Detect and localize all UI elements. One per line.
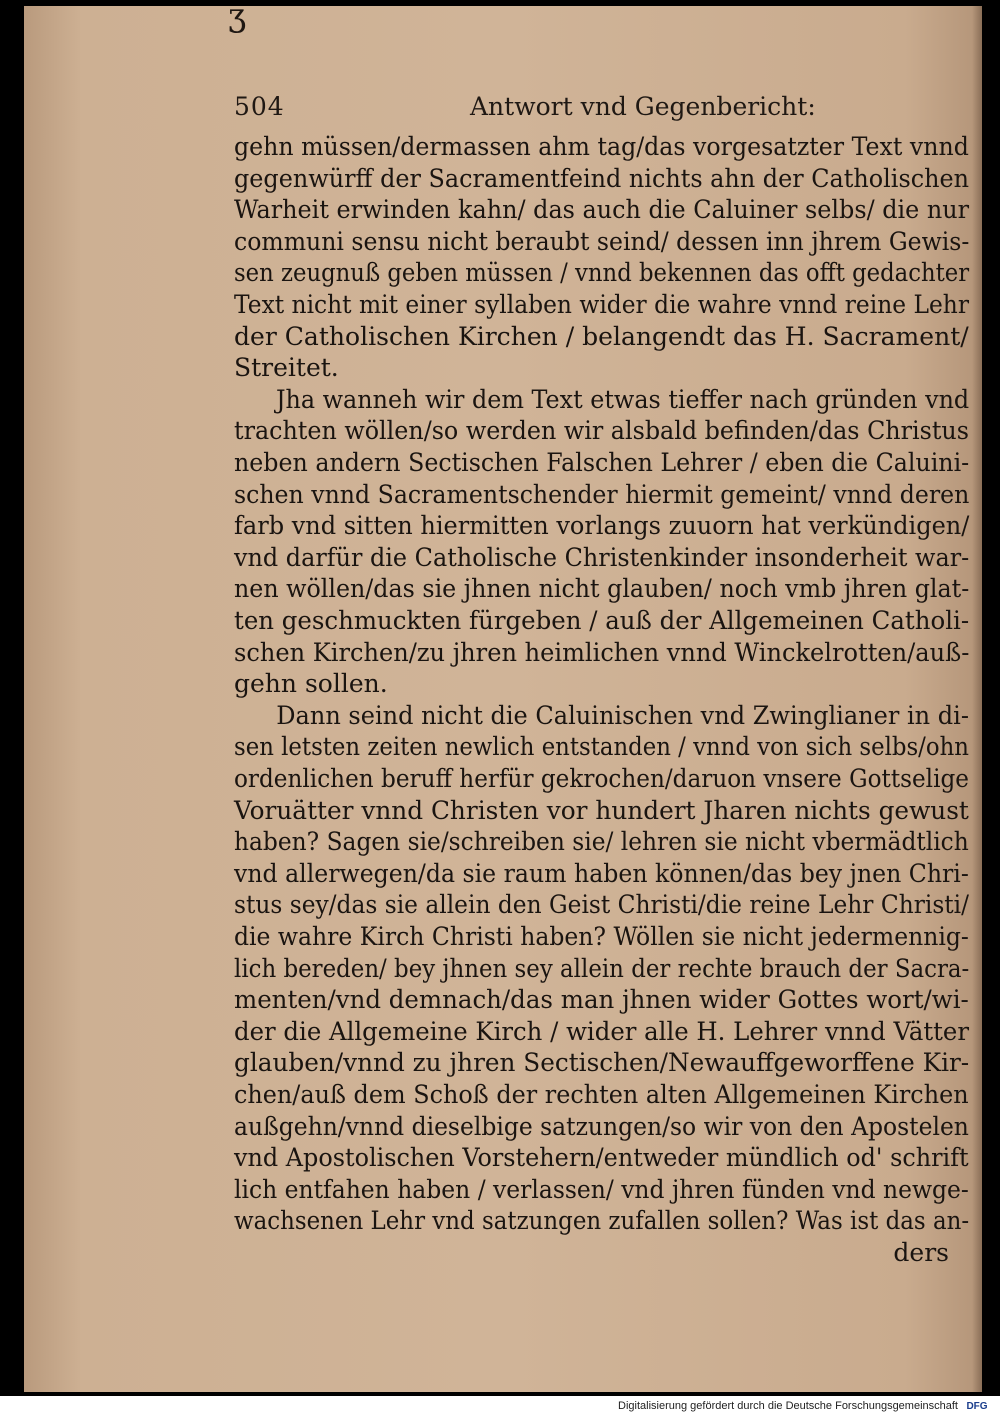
text-line: Dann seind nicht die Caluinischen vnd Zwinglianer in di- (276, 700, 969, 730)
ink-mark: ʒ (228, 0, 247, 34)
text-line: farb vnd sitten hiermitten vorlangs zuuorn hat verkündigen/ (234, 511, 970, 541)
text-line: vnd darfür die Catholische Christenkinder insonderheit war- (234, 542, 970, 572)
text-line: haben? Sagen sie/schreiben sie/ lehren sie nicht vbermädtlich (234, 827, 969, 857)
text-line: Voruätter vnnd Christen vor hundert Jharen nichts gewust (234, 795, 969, 825)
text-line: schen Kirchen/zu jhren heimlichen vnnd Winckelrotten/auß- (234, 637, 970, 667)
text-line: außgehn/vnnd dieselbige satzungen/so wir von den Apostelen (234, 1111, 969, 1141)
funding-credit: Digitalisierung gefördert durch die Deutsche Forschungsgemeinschaft (618, 1400, 958, 1412)
text-line: Warheit erwinden kahn/ das auch die Caluiner selbs/ die nur (234, 195, 970, 225)
dfg-logo: DFG (966, 1401, 988, 1412)
text-line: Text nicht mit einer syllaben wider die wahre vnnd reine Lehr (234, 290, 970, 319)
text-line: glauben/vnnd zu jhren Sectischen/Newauffgeworffene Kir- (234, 1048, 970, 1078)
text-line: vnd Apostolischen Vorstehern/entweder mündlich od' schrift (234, 1143, 969, 1173)
text-line: gehn müssen/dermassen ahm tag/das vorgesatzter Text vnnd (234, 132, 969, 161)
page-edge-shadow (972, 6, 982, 1392)
text-line: trachten wöllen/so werden wir alsbald befinden/das Christus (234, 416, 969, 446)
book-page (24, 0, 982, 1392)
text-line: lich bereden/ bey jhnen sey allein der rechte brauch der Sacra- (234, 953, 970, 983)
text-line: der die Allgemeine Kirch / wider alle H. Lehrer vnnd Vätter (234, 1016, 970, 1046)
text-line: ordenlichen beruff herfür gekrochen/daruon vnsere Gottselige (234, 764, 970, 793)
text-line: wachsenen Lehr vnd satzungen zufallen sollen? Was ist das an- (234, 1206, 970, 1236)
text-line: sen letsten zeiten newlich entstanden / vnnd von sich selbs/ohn (234, 732, 969, 762)
footer-bar (0, 1396, 1000, 1419)
text-line: menten/vnd demnach/das man jhnen wider Gottes wort/wi- (234, 985, 969, 1015)
text-line: ders (893, 1238, 949, 1267)
text-line: schen vnnd Sacramentschender hiermit gemeint/ vnnd deren (234, 479, 970, 509)
text-line: nen wöllen/das sie jhnen nicht glauben/ noch vmb jhren glat- (234, 574, 970, 604)
page-header (234, 92, 954, 126)
text-line: sen zeugnuß geben müssen / vnnd bekennen das offt gedachter (234, 258, 970, 288)
text-line: Streitet. (234, 353, 339, 383)
text-block (234, 130, 969, 1270)
text-line: lich entfahen haben / verlassen/ vnd jhren fünden vnd newge- (234, 1174, 969, 1204)
running-title: Antwort vnd Gegenbericht: (470, 92, 816, 121)
text-line: gehn sollen. (234, 669, 388, 699)
text-line: neben andern Sectischen Falschen Lehrer / eben die Caluini- (234, 448, 970, 477)
text-line: der Catholischen Kirchen / belangendt das H. Sacrament/ (234, 321, 969, 351)
text-line: chen/auß dem Schoß der rechten alten Allgemeinen Kirchen (234, 1080, 969, 1109)
text-line: ten geschmuckten fürgeben / auß der Allgemeinen Catholi- (234, 606, 970, 635)
text-line: stus sey/das sie allein den Geist Christi/die reine Lehr Christi/ (234, 890, 969, 920)
text-line: communi sensu nicht beraubt seind/ dessen inn jhrem Gewis- (234, 226, 970, 256)
text-line: vnd allerwegen/da sie raum haben können/das bey jnen Chri- (234, 858, 969, 888)
page-number: 504 (234, 92, 285, 121)
text-line: die wahre Kirch Christi haben? Wöllen sie nicht jedermennig- (234, 922, 969, 951)
text-line: gegenwürff der Sacramentfeind nichts ahn der Catholischen (234, 163, 970, 193)
text-line: Jha wanneh wir dem Text etwas tieffer nach gründen vnd (275, 384, 970, 414)
